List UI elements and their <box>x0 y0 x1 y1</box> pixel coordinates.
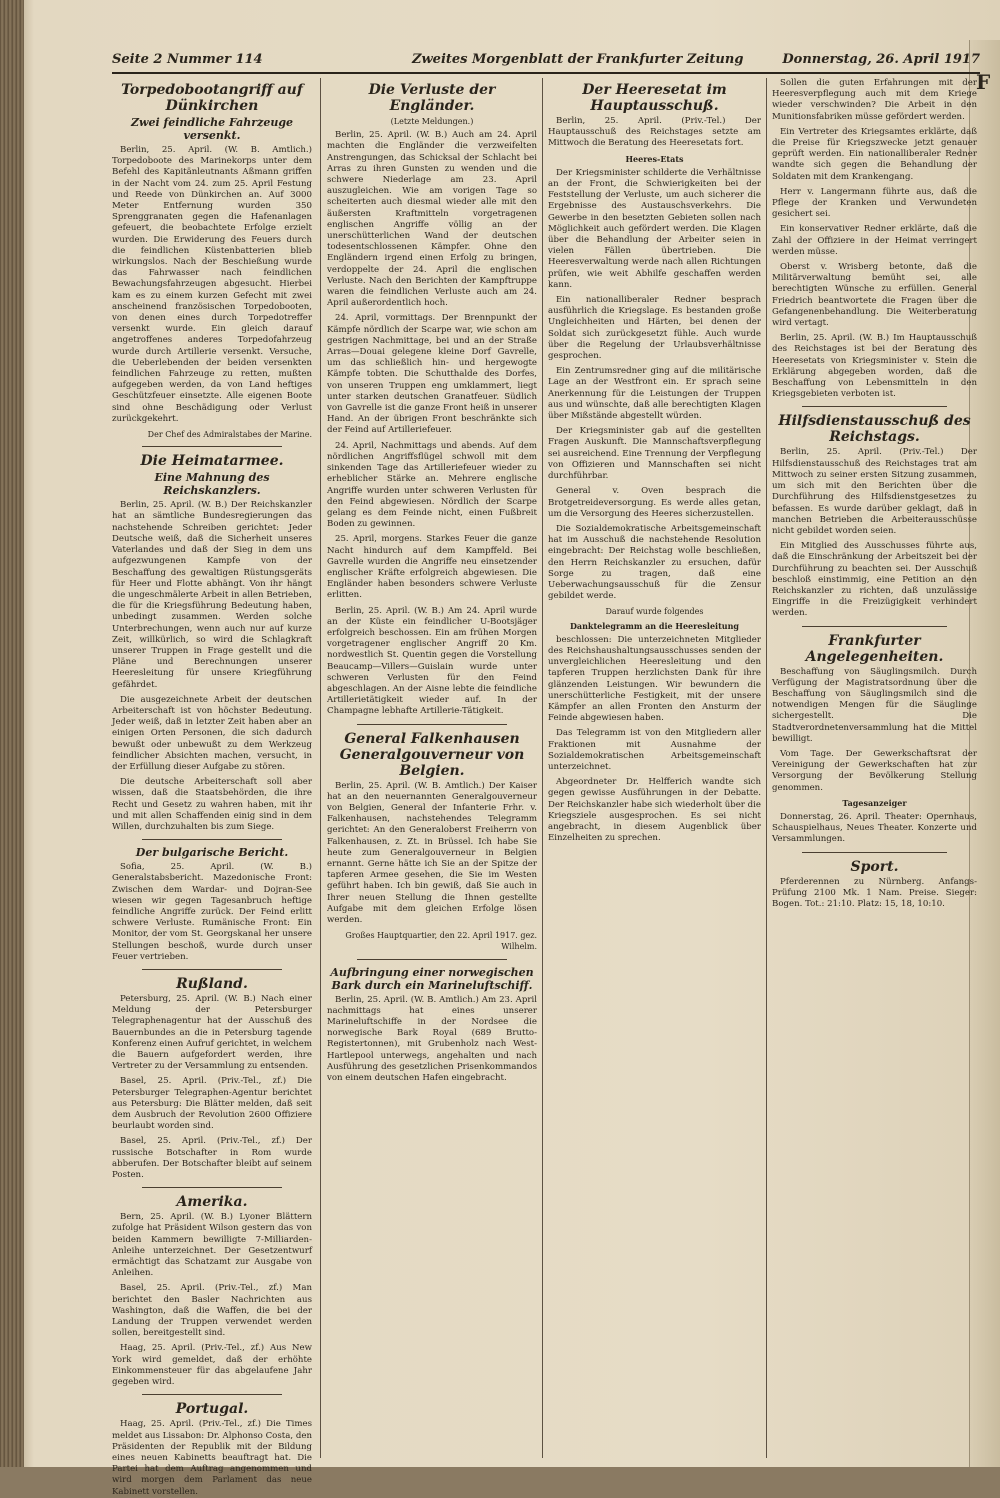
article-paragraph: Berlin, 25. April. (W. B.) Am 24. April wurde an der Küste ein feindlicher U-Bootsjäger erfolgreich beschossen. Ein am frühen Morgen vorgetragener englischer Angriff 20 Km. nordwestlich St. Quentin gegen die Vorstellung Beaucamp—Villers—Guislain wurde unter schweren Verlusten für den Feind abgeschlagen. An der Aisne lebte die feindliche Artillerietätigkeit wieder auf. In der Champagne lebhafte Artillerie-Tätigkeit. <box>327 605 537 717</box>
article-paragraph: Berlin, 25. April. (Priv.-Tel.) Der Hauptausschuß des Reichstages setzte am Mittwoch die Beratung des Heeresetats fort. <box>548 116 761 149</box>
column-1 <box>112 78 312 1497</box>
headline: Sport. <box>850 858 899 875</box>
article-paragraph: Pferderennen zu Nürnberg. Anfangs-Prüfung 2100 Mk. 1 Nam. Preise. Sieger: Bogen. Tot.: 21:10. Platz: 15, 18, 10:10. <box>772 876 977 909</box>
article-paragraph: Die Sozialdemokratische Arbeitsgemeinschaft hat im Ausschuß die nachstehende Resolution eingebracht: Der Reichstag wolle beschließen, den Herrn Reichskanzler zu ersuchen, dafür Sorge zu tragen, daß eine Ueberwachungsausschuß für die Zensur gebildet werde. <box>548 523 761 602</box>
column-rule <box>542 78 543 1458</box>
headline: Die Verluste der Engländer. <box>368 82 496 114</box>
article-paragraph: Abgeordneter Dr. Helfferich wandte sich gegen gewisse Ausführungen in der Debatte. Der Reichskanzler habe sich wiederholt über die Kriegsziele ausgesprochen. Es sei nicht angebracht, in diesem Augenblick über Einzelheiten zu sprechen. <box>548 777 761 844</box>
headline: Torpedobootangriff auf Dünkirchen <box>121 82 303 114</box>
headline: General Falkenhausen Generalgouverneur von Belgien. <box>339 730 525 779</box>
headline: Frankfurter Angelegenheiten. <box>805 632 944 665</box>
article-paragraph: Petersburg, 25. April. (W. B.) Nach einer Meldung der Petersburger Telegraphenagentur hat der Ausschuß des Bauernbundes an die in Petersburg tagende Konferenz einen Aufruf gerichtet, in welchem die Bauern aufgefordert werden, ihre Vertreter zu der Versammlung zu entsenden. <box>112 994 312 1072</box>
section-divider <box>142 1187 282 1188</box>
headline: Portugal. <box>175 1401 249 1418</box>
section-divider <box>802 852 947 853</box>
article-paragraph: Sollen die guten Erfahrungen mit der Heeresverpflegung auch mit dem Kriege wieder verschwinden? Die Arbeit in den Munitionsfabriken müsse gefördert werden. <box>772 78 977 122</box>
headline: Aufbringung einer norwegischen Bark durch ein Marineluftschiff. <box>330 965 534 992</box>
article-paragraph: Der Kriegsminister schilderte die Verhältnisse an der Front, die Schwierigkeiten bei der Feststellung der Verluste, um auch sicherer die Ergebnisse des Austauschsverkehrs. Die Gewerbe in den besetzten Gebieten sollen nach Möglichkeit auch gefördert werden. Die Klagen über die Behandlung der Arbeiter seien in vielen Fällen übertrieben. Die Heeresverwaltung werde nach allen Richtungen prüfen, wie weit Abhilfe geschaffen werden kann. <box>548 167 761 290</box>
article-paragraph: General v. Oven besprach die Brotgetreideversorgung. Es werde alles getan, um die Versorgung des Heeres sicherzustellen. <box>548 486 761 519</box>
headline: Hilfsdienstausschuß des Reichstags. <box>778 413 971 446</box>
book-binding <box>0 0 24 1467</box>
article-paragraph: Das Telegramm ist von den Mitgliedern aller Fraktionen mit Ausnahme der Sozialdemokratischen Arbeitsgemeinschaft unterzeichnet. <box>548 728 761 772</box>
article-paragraph: Haag, 25. April. (Priv.-Tel., zf.) Aus New York wird gemeldet, daß der erhöhte Einkommensteuer für das abgelaufene Jahr gegeben wird. <box>112 1343 312 1388</box>
issue-date: Donnerstag, 26. April 1917 <box>782 52 980 67</box>
section-label: Tagesanzeiger <box>842 797 907 808</box>
article-paragraph: Ein nationalliberaler Redner besprach ausführlich die Kriegslage. Es bestanden große Ungleichheiten und Härten, bei denen der Soldat sich zurückgesetzt fühle. Auch wurde über die Regelung der Urlaubsverhältnisse gesprochen. <box>548 295 761 362</box>
section-label: Heeres-Etats <box>625 153 684 164</box>
article-paragraph: Basel, 25. April. (Priv.-Tel., zf.) Man berichtet den Basler Nachrichten aus Washington, daß die Waffen, die bei der Landung der Truppen verwendet werden sollen, bereitgestellt sind. <box>112 1283 312 1339</box>
next-page-fragment: F <box>976 70 991 94</box>
column-4 <box>772 78 977 1458</box>
page-number: Seite 2 Nummer 114 <box>112 52 263 67</box>
section-label: Danktelegramm an die Heeresleitung <box>569 620 740 631</box>
article-paragraph: Ein Vertreter des Kriegsamtes erklärte, daß die Preise für Kriegszwecke jetzt genauer geprüft werden. Ein nationalliberaler Redner wandte sich gegen die Behandlung der Soldaten mit dem Krankengang. <box>772 126 977 182</box>
masthead <box>112 52 980 74</box>
article-paragraph: Ein konservativer Redner erklärte, daß die Zahl der Offiziere in der Heimat verringert werden müsse. <box>772 224 977 257</box>
article-paragraph: 25. April, morgens. Starkes Feuer die ganze Nacht hindurch auf dem Kampffeld. Bei Gavrelle wurden die Angriffe neu einsetzender englischer Kräfte erfolgreich abgewiesen. Die Engländer haben besonders schwere Verluste erlitten. <box>327 534 537 601</box>
section-divider <box>142 969 282 970</box>
article-paragraph: Oberst v. Wrisberg betonte, daß die Militärverwaltung bemüht sei, alle berechtigten Wünsche zu erfüllen. General Friedrich beantwortete die Fragen über die Gefangenenbehandlung. Die Weiterberatung wird vertagt. <box>772 262 977 329</box>
article-paragraph: beschlossen: Die unterzeichneten Mitglieder des Reichshaushaltungsausschusses senden der unvergleichlichen Heeresleitung und den tapferen Truppen herzlichsten Dank für ihre glänzenden Leistungen. Wir bewundern die unerschütterliche Festigkeit, mit der unsere Kämpfer an allen Fronten den Ansturm der Feinde abgewiesen haben. <box>548 634 761 724</box>
section-divider <box>357 959 507 960</box>
article-paragraph: Herr v. Langermann führte aus, daß die Pflege der Kranken und Verwundeten gesichert sei. <box>772 186 977 220</box>
section-divider <box>142 446 282 447</box>
article-paragraph: Berlin, 25. April. (W. B. Amtlich.) Der Kaiser hat an den neuernannten Generalgouverneur von Belgien, General der Infanterie Frhr. v. Falkenhausen, nachstehendes Telegramm gerichtet: An den Generaloberst Freiherrn von Falkenhausen, z. Zt. in Brüssel. Ich habe Sie heute zum Generalgouverneur in Belgien ernannt. Gerne hätte ich Sie an der Spitze der tapferen Armee gesehen, die Sie im Westen geführt haben. Ich bin gewiß, daß Sie auch in Ihrer neuen Stellung die Ihnen gestellte Aufgabe mit dem gleichen Erfolge lösen werden. <box>327 780 537 925</box>
headline: Amerika. <box>176 1194 248 1211</box>
section-divider <box>357 724 507 725</box>
subheadline: Zwei feindliche Fahrzeuge versenkt. <box>130 116 294 142</box>
headline: Der bulgarische Bericht. <box>135 846 289 860</box>
headline: Der Heeresetat im Hauptausschuß. <box>582 82 727 114</box>
dateline: (Letzte Meldungen.) <box>390 117 474 126</box>
article-paragraph: Ein Zentrumsredner ging auf die militärische Lage an der Westfront ein. Er sprach seine Anerkennung für die Leistungen der Truppen aus und wünschte, daß alle berechtigten Klagen über Mißstände abgestellt würden. <box>548 366 761 422</box>
section-divider <box>142 839 282 840</box>
article-paragraph: Berlin, 25. April. (Priv.-Tel.) Der Hilfsdienstausschuß des Reichstages trat am Mittwoch zu seiner ersten Sitzung zusammen, um sich mit den Berichten über die Durchführung des Hilfsdienstgesetzes zu befassen. Es wurde darüber geklagt, daß in manchen Betrieben die Arbeiterausschüsse nicht gebildet worden seien. <box>772 447 977 536</box>
article-paragraph: Ein Mitglied des Ausschusses führte aus, daß die Einschränkung der Arbeitszeit bei der Durchführung zu beachten sei. Der Ausschuß beschloß einstimmig, eine Petition an den Reichskanzler zu richten, daß unzulässige Eingriffe in die Freizügigkeit verhindert werden. <box>772 541 977 619</box>
section-label: Darauf wurde folgendes <box>605 607 704 617</box>
article-paragraph: 24. April, vormittags. Der Brennpunkt der Kämpfe nördlich der Scarpe war, wie schon am gestrigen Nachmittage, bei und an der Straße Arras—Douai gelegene kleine Dorf Gavrelle, um das schließlich hin- und hergewogte Kämpfe tobten. Die Schutthalde des Dorfes, von unseren Truppen eng umklammert, liegt unter starken deutschen Granatfeuer. Südlich von Gavrelle ist die ganze Front heiß in unserer Hand. An der übrigen Front beschränkte sich der Feind auf Artilleriefeuer. <box>327 313 537 436</box>
article-paragraph: Haag, 25. April. (Priv.-Tel., zf.) Die Times meldet aus Lissabon: Dr. Alphonso Costa, den Präsidenten der Republik mit der Bildung eines neuen Kabinetts beauftragt hat. Die Partei hat dem Auftrag angenommen und wird morgen dem Parlament das neue Kabinett vorstellen. <box>112 1419 312 1497</box>
article-paragraph: 24. April, Nachmittags und abends. Auf dem nördlichen Angriffsflügel schwoll mit dem sinkenden Tage das Artilleriefeuer wieder zu erheblicher Stärke an. Mehrere englische Angriffe wurden unter schweren Verlusten für den Feind abgewiesen. Nördlich der Scarpe gelang es dem Feinde nicht, einen Fußbreit Boden zu gewinnen. <box>327 440 537 530</box>
column-rule <box>766 78 767 1458</box>
article-signature: Der Chef des Admiralstabes der Marine. <box>147 430 312 440</box>
newspaper-title: Zweites Morgenblatt der Frankfurter Zeitung <box>412 52 744 67</box>
article-paragraph: Berlin, 25. April. (W. B.) Im Hauptausschuß des Reichstages ist bei der Beratung des Heeresetats von Kriegsminister v. Stein die Erklärung abgegeben worden, daß die Beschaffung von Lebensmitteln in den Kriegsgebieten verboten ist. <box>772 333 977 400</box>
article-paragraph: Der Kriegsminister gab auf die gestellten Fragen Auskunft. Die Mannschaftsverpflegung sei ausreichend. Eine Trennung der Verpflegung von Offizieren und Mannschaften sei nicht durchführbar. <box>548 426 761 482</box>
subheadline: Eine Mahnung des Reichskanzlers. <box>154 471 270 498</box>
article-paragraph: Bern, 25. April. (W. B.) Lyoner Blättern zufolge hat Präsident Wilson gestern das von beiden Kammern bewilligte 7-Milliarden-Anleihe unterzeichnet. Der Gesetzentwurf ermächtigt das Schatzamt zur Ausgabe von Anleihen. <box>112 1212 312 1279</box>
article-paragraph: Basel, 25. April. (Priv.-Tel., zf.) Die Petersburger Telegraphen-Agentur berichtet aus Petersburg: Die Blätter melden, daß seit dem Ausbruch der Revolution 2600 Offiziere beurlaubt worden sind. <box>112 1076 312 1132</box>
article-paragraph: Die deutsche Arbeiterschaft soll aber wissen, daß die Staatsbehörden, die ihre Recht und Gesetz zu wahren haben, mit ihr und mit allen Schaffenden einig sind in dem Willen, durchzuhalten bis zum Siege. <box>112 777 312 832</box>
article-paragraph: Beschaffung von Säuglingsmilch. Durch Verfügung der Magistratsordnung über die Beschaffung von Säuglingsmilch sind die notwendigen Mengen für die Säuglinge sichergestellt. Die Stadtverordnetenversammlung hat die Mittel bewilligt. <box>772 666 977 744</box>
column-rule <box>320 78 321 1458</box>
column-2 <box>327 78 537 1458</box>
headline: Rußland. <box>176 976 248 992</box>
article-paragraph: Donnerstag, 26. April. Theater: Opernhaus, Schauspielhaus, Neues Theater. Konzerte und Versammlungen. <box>772 811 977 845</box>
article-paragraph: Vom Tage. Der Gewerkschaftsrat der Vereinigung der Gewerkschaften hat zur Versorgung der Bevölkerung Stellung genommen. <box>772 748 977 793</box>
article-paragraph: Berlin, 25. April. (W. B. Amtlich.) Torpedoboote des Marinekorps unter dem Befehl des Kapitänleutnants Aßmann griffen in der Nacht vom 24. zum 25. April Festung und Reede von Dünkirchen an. Auf 3000 Meter Entfernung wurden 350 Sprenggranaten gegen die Hafenanlagen gefeuert, die beobachtete Erfolge erzielt wurden. Die Erwiderung des Feuers durch die feindlichen Küstenbatterien blieb wirkungslos. Nach der Beschießung wurde das Fahrwasser nach feindlichen Bewachungsfahrzeugen abgesucht. Hierbei kam es zu einem kurzen Gefecht mit zwei anscheinend französischen Torpedobooten, von denen eines durch Torpedotreffer versenkt wurde. Ein gleich darauf angetroffenes anderes Torpedofahrzeug wurde durch Artillerie versenkt. Versuche, die Ueberlebenden der beiden versenkten feindlichen Fahrzeuge zu retten, mußten aufgegeben werden, da von Land heftiges Geschützfeuer einsetzte. Alle eigenen Boote sind ohne Beschädigung oder Verlust zurückgekehrt. <box>112 145 312 424</box>
headline: Die Heimatarmee. <box>140 453 284 470</box>
column-3 <box>548 78 761 1458</box>
section-divider <box>142 1394 282 1395</box>
article-paragraph: Basel, 25. April. (Priv.-Tel., zf.) Der russische Botschafter in Rom wurde abberufen. Der Botschafter bleibt auf seinem Posten. <box>112 1136 312 1181</box>
section-divider <box>802 406 947 407</box>
article-paragraph: Sofia, 25. April. (W. B.) Generalstabsbericht. Mazedonische Front: Zwischen dem Wardar- und Dojran-See wiesen wir gegen Tagesanbruch heftige feindliche Angriffe zurück. Der Feind erlitt schwere Verluste. Rumänische Front: Ein Monitor, der vom St. Georgskanal her unsere Stellungen beschoß, wurde durch unser Feuer vertrieben. <box>112 862 312 962</box>
article-paragraph: Berlin, 25. April. (W. B. Amtlich.) Am 23. April nachmittags hat eines unserer Marineluftschiffe in der Nordsee die norwegische Bark Royal (689 Brutto-Registertonnen), mit Grubenholz nach West-Hartlepool unterwegs, angehalten und nach Ausführung des gesetzlichen Prisenkommandos von einem deutschen Hafen eingebracht. <box>327 994 537 1084</box>
article-signature: Großes Hauptquartier, den 22. April 1917. gez. Wilhelm. <box>345 931 537 952</box>
article-paragraph: Berlin, 25. April. (W. B.) Der Reichskanzler hat an sämtliche Bundesregierungen das nachstehende Schreiben gerichtet: Jeder Deutsche weiß, daß die Sicherheit unseres Vaterlandes und daß der Sieg in dem uns aufgezwungenen Kampfe von der Beschaffung des gewaltigen Rüstungsgeräts für Heer und Flotte abhängt. Von ihr hängt die ungeschmälerte Arbeit in allen Betrieben, die für die Kriegsführung Bedeutung haben, unbedingt zusammen. Werden solche Unterbrechungen, wenn auch nur auf kurze Zeit, willkürlich, so wird die Schlagkraft unserer Truppen in Frage gestellt und die Pläne und Berechnungen unserer Heeresleitung für unsere Kriegführung gefährdet. <box>112 500 312 690</box>
article-paragraph: Die ausgezeichnete Arbeit der deutschen Arbeiterschaft ist von höchster Bedeutung. Jeder weiß, daß in letzter Zeit haben aber an einigen Orten Personen, die sich dadurch bewußt oder unbewußt zu dem Werkzeug feindlicher Absichten machen, versucht, in der Erfüllung dieser Aufgabe zu stören. <box>112 694 312 772</box>
article-paragraph: Berlin, 25. April. (W. B.) Auch am 24. April machten die Engländer die verzweifelten Anstrengungen, das Schicksal der Schlacht bei Arras zu ihren Gunsten zu wenden und die schwere Niederlage am 23. April auszugleichen. Wie am vorigen Tage so scheiterten auch diesmal wieder alle mit den äußersten Kraftmitteln vorgetragenen englischen Angriffe völlig an der unerschütterlichen Wand der deutschen todesentschlossenen Kämpfer. Ohne den Engländern irgend einen Erfolg zu bringen, verdoppelte der 24. April die englischen Verluste. Nach den Berichten der Kampftruppe waren die feindlichen Verluste auch am 24. April außerordentlich hoch. <box>327 130 537 309</box>
section-divider <box>802 626 947 627</box>
